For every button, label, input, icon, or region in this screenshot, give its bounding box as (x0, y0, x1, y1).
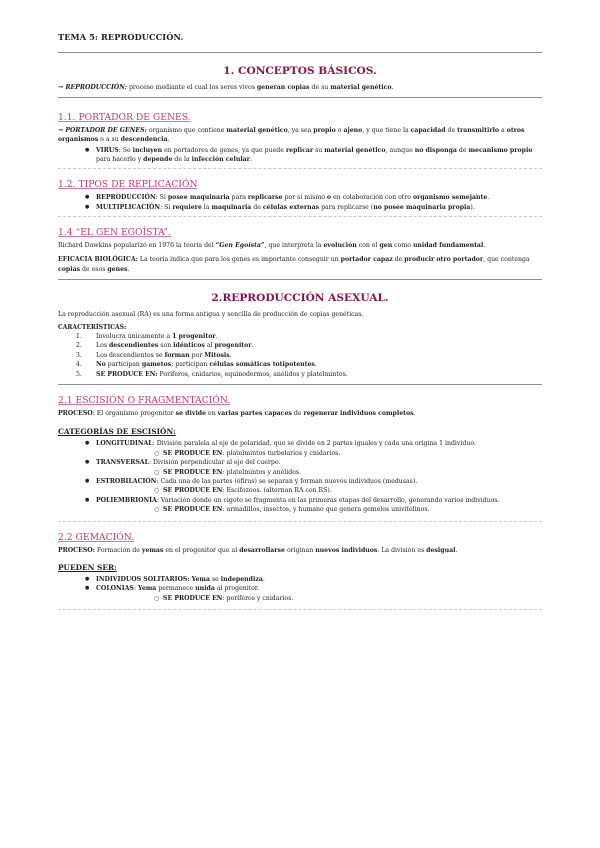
divider (58, 52, 542, 53)
sublist-item: ○ SE PRODUCE EN: armadillos, insectos, y humano que genera gemelos univitelinos. (96, 505, 542, 514)
paragraph-asexual-intro: La reproducción asexual (RA) es una forma antigua y sencilla de producción de copias genéticas. (58, 310, 364, 318)
divider (58, 521, 542, 522)
section-heading-gen-egoista: 1.4 “EL GEN EGOÍSTA”. (58, 227, 171, 239)
sublist-item: ○ SE PRODUCE EN: platelmintos y anélidos. (96, 468, 542, 477)
document-page (58, 32, 542, 610)
section-heading-conceptos: 1. CONCEPTOS BÁSICOS. (223, 65, 377, 77)
document-title: TEMA 5: REPRODUCCIÓN. (58, 32, 184, 42)
label-caracteristicas: CARACTERÍSTICAS: (58, 324, 127, 332)
list-item-characteristic: 4. No participan gametos; participan células somáticas totipotentes. (76, 361, 317, 369)
divider (58, 216, 542, 217)
divider (58, 384, 542, 385)
categorias-list (58, 439, 542, 514)
list-item-characteristic: 1. Involucra únicamente a 1 progenitor. (76, 333, 218, 341)
list-item-solitarios: ● INDIVIDUOS SOLITARIOS: Yema se independiza. (58, 575, 542, 584)
paragraph-dawkins: Richard Dawkins popularizó en 1976 la teoría del “Gen Egoísta”, que interpreta la evolución con el gen como unidad fundamental. (58, 242, 486, 250)
sublist-item: ○ SE PRODUCE EN: Escifozoos. (alternan RA con RS). (96, 486, 542, 495)
heading-pueden-ser: PUEDEN SER: (58, 562, 117, 572)
list-item-characteristic: 2. Los descendientes son idénticos al progenitor. (76, 342, 254, 350)
definition-portador: → PORTADOR DE GENES: organismo que contiene material genético, ya sea propio o ajeno, y que tiene la capacidad de transmitirlo a otros organismos o a su descendencia. (58, 127, 525, 144)
list-item-reproduccion: ● REPRODUCCIÓN: Sí posee maquinaria para replicarse por sí mismo o en colaboración con otro organismo semejante. (58, 193, 542, 202)
list-item-category: ● TRANSVERSAL: División perpendicular al eje del cuerpo. ○ SE PRODUCE EN: platelmintos y anélidos. (58, 458, 542, 477)
section-heading-tipos-replicacion: 1.2. TIPOS DE REPLICACIÓN (58, 179, 198, 191)
heading-categorias-escision: CATEGORÍAS DE ESCISIÓN: (58, 427, 176, 437)
list-item-multiplicacion: ● MULTIPLICACIÓN: Sí requiere la maquinaria de células externas para replicarse (no posee maquinaria propia). (58, 203, 542, 212)
paragraph-eficacia: EFICACIA BIOLÓGICA: La teoría indica que para los genes es importante conseguir un portador capaz de producir otro portador, que contenga copias de esos genes. (58, 256, 530, 273)
sublist-item: ○ SE PRODUCE EN: poríferos y cnidarios. (96, 594, 542, 603)
divider (58, 609, 542, 610)
definition-reproduccion: → REPRODUCCIÓN: proceso mediante el cual los seres vivos generan copias de su material genético. (58, 84, 394, 91)
list-item-category: ● LONGITUDINAL: División paralela al eje de polaridad, que se divide en 2 partes iguales y cada una origina 1 individuo. ○ SE PRODUCE EN: platelmintos turbelarios y cnidarios. (58, 439, 542, 458)
list-item-virus: ● VIRUS: Se incluyen en portadores de genes, ya que puede replicar su material genético, aunque no disponga de mecanismo propio para hacerlo y depende de la infección celular. (58, 146, 542, 165)
divider (58, 168, 542, 169)
list-item-category: ● POLIEMBRIONÍA: Variación donde un cigoto se fragmenta en las primeras etapas del desarrollo, generando varios individuos. ○ SE PRODUCE EN: armadillos, insectos, y humano que genera gemelos univitelinos. (58, 496, 542, 515)
section-heading-escision: 2.1 ESCISIÓN O FRAGMENTACIÓN. (58, 395, 231, 407)
paragraph-escision-proceso: PROCESO: El organismo progenitor se divide en varias partes capaces de regenerar individuos completos. (58, 410, 416, 418)
sublist-item: ○ SE PRODUCE EN: platelmintos turbelarios y cnidarios. (96, 449, 542, 458)
list-item-characteristic: 5. SE PRODUCE EN: Poríferos, cnidarios, equinodermos, anélidos y platelmintos. (76, 370, 348, 378)
section-heading-portador: 1.1. PORTADOR DE GENES. (58, 112, 191, 124)
section-heading-gemacion: 2.2 GEMACIÓN. (58, 531, 135, 543)
divider (58, 97, 542, 98)
list-item-category: ● ESTROBILACIÓN: Cada una de las partes (éfiras) se separan y forman nuevos individuos (medusas). ○ SE PRODUCE EN: Escifozoos. (alternan RA con RS). (58, 477, 542, 496)
divider (58, 279, 542, 280)
list-item-colonias: ● COLONIAS: Yema permanece unida al progenitor. ○ SE PRODUCE EN: poríferos y cnidarios. (58, 584, 542, 603)
section-heading-asexual: 2.REPRODUCCIÓN ASEXUAL. (211, 291, 389, 304)
paragraph-gemacion-proceso: PROCESO: Formación de yemas en el progenitor que al desarrollarse originan nuevos individuos. La división es desigual. (58, 546, 458, 554)
list-item-characteristic: 3. Los descendientes se forman por Mitosis. (76, 351, 232, 359)
